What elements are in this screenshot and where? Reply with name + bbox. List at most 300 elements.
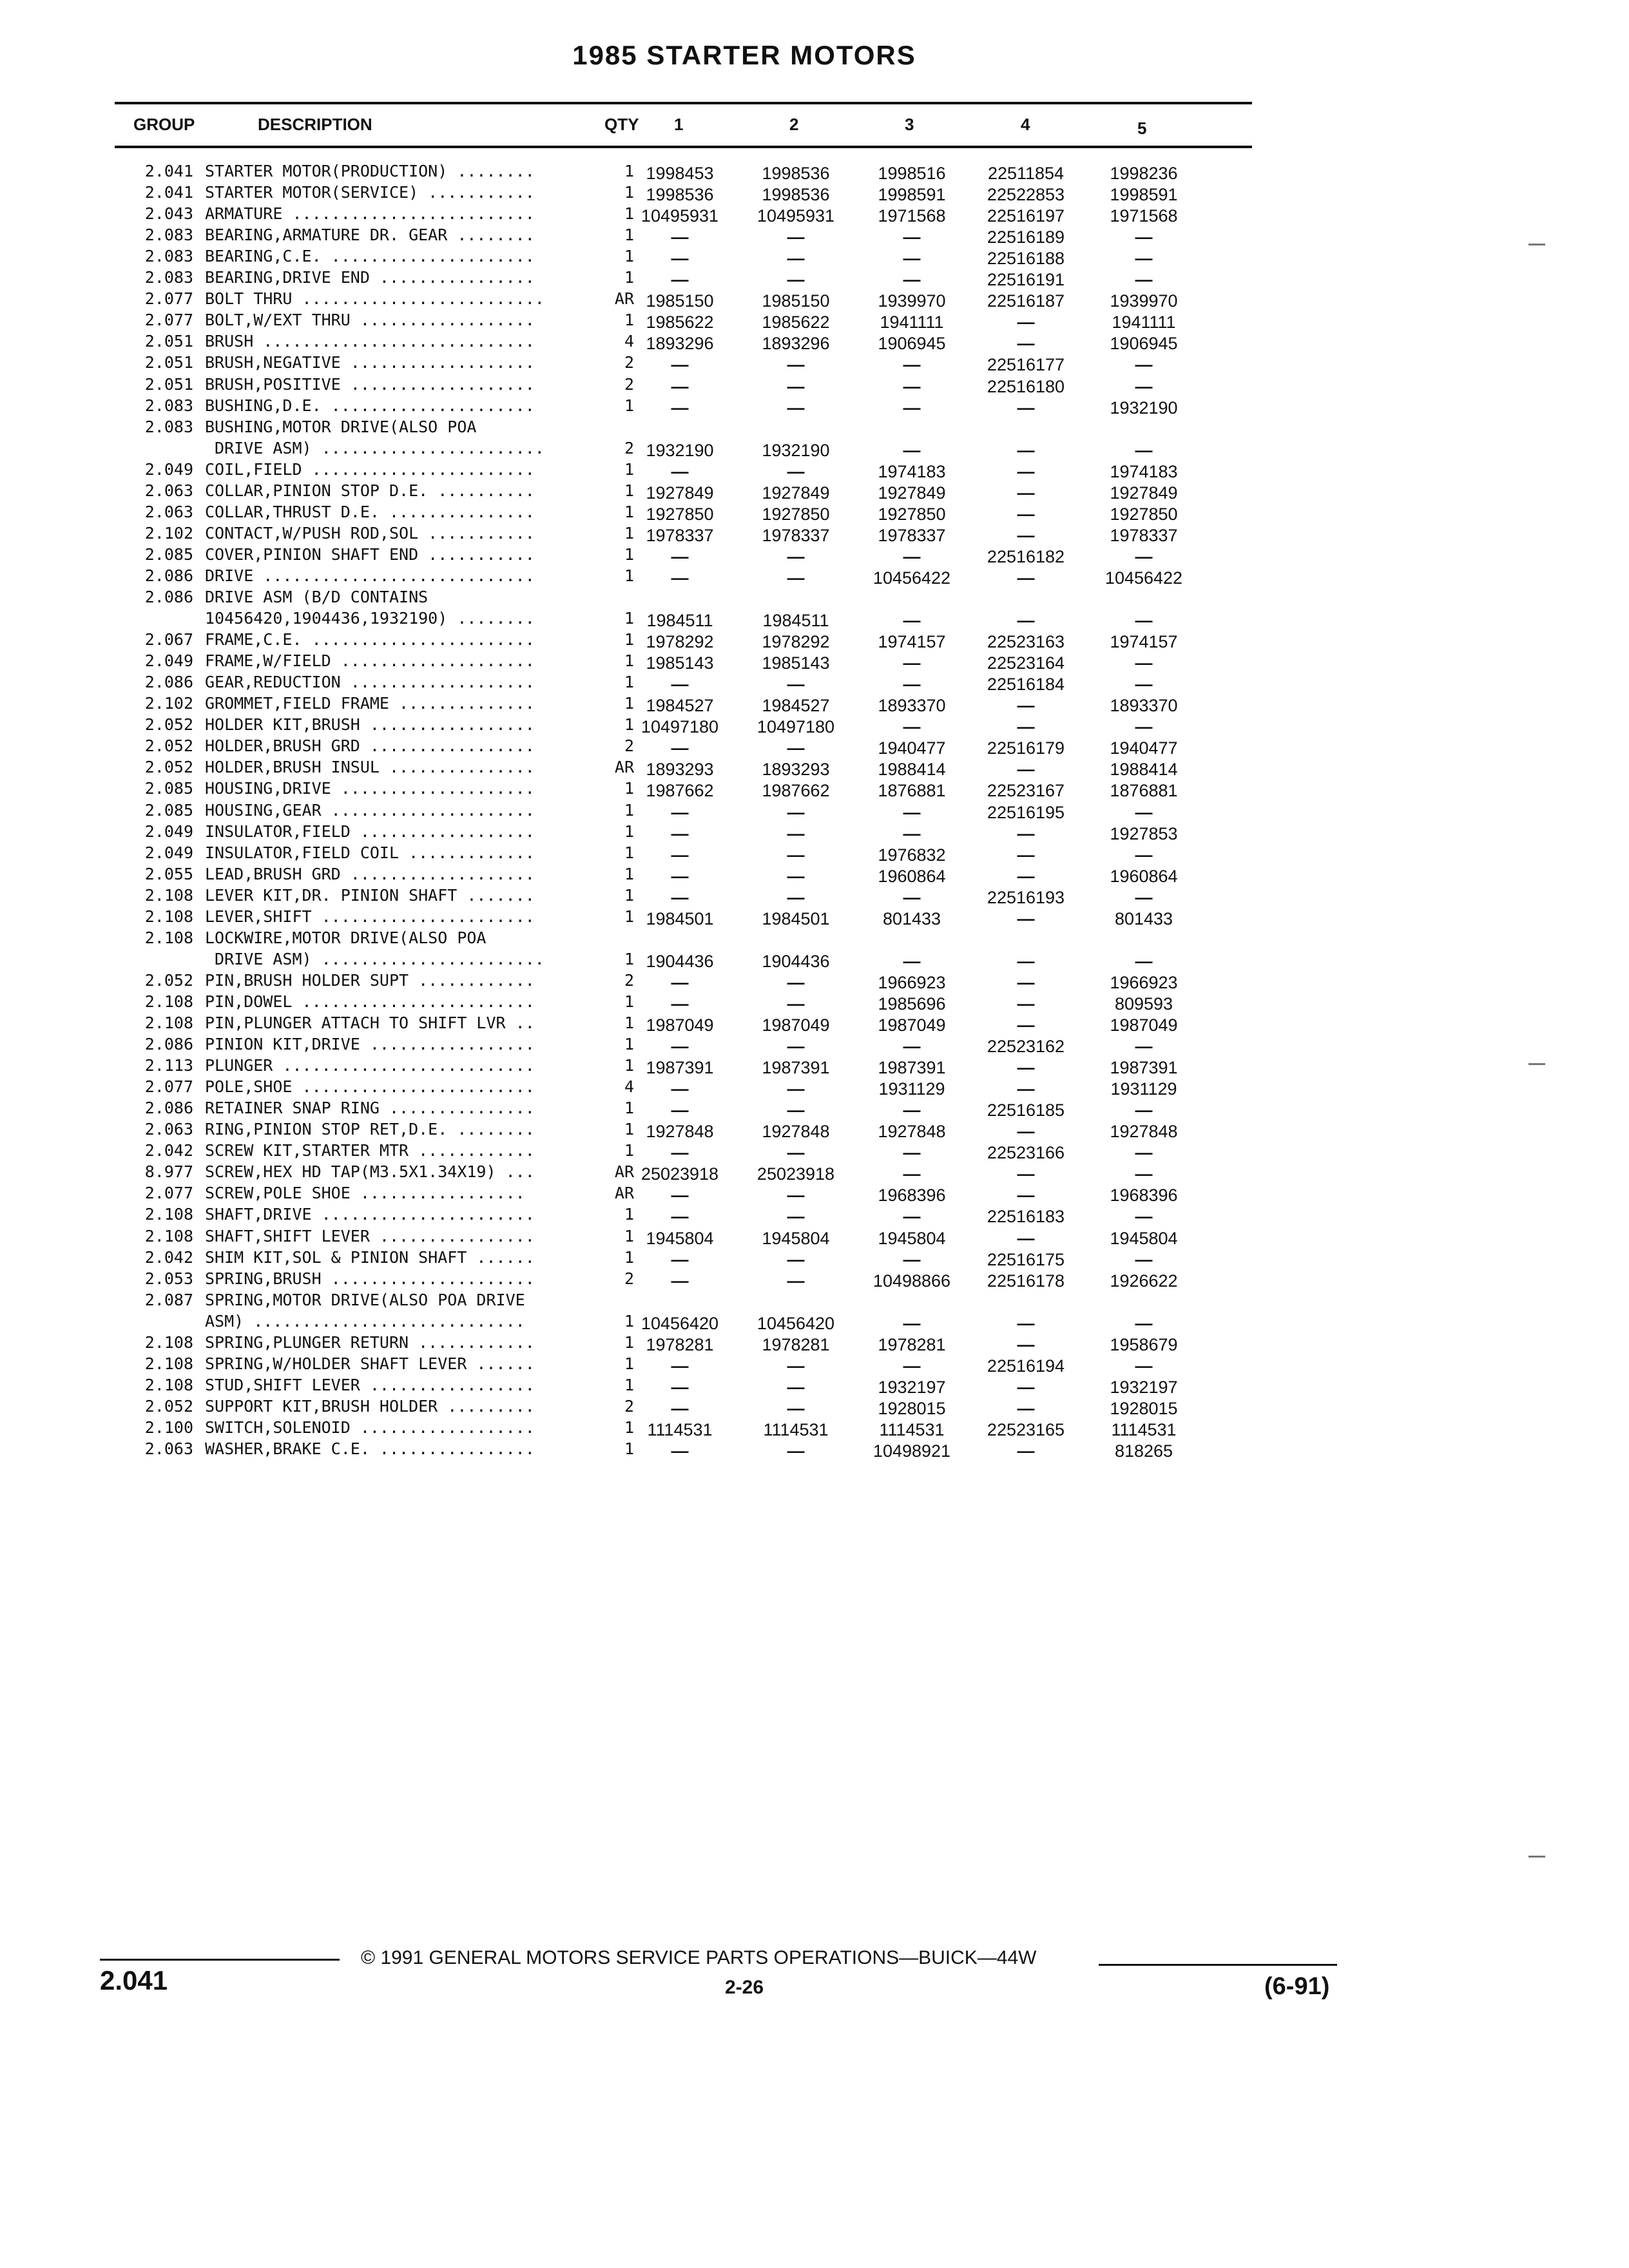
description-cell: SUPPORT KIT,BRUSH HOLDER ......... [205,1396,535,1416]
part-number-col-5: 801433 [1114,908,1173,928]
part-number-col-1: 1985622 [646,312,714,332]
table-row [0,395,1629,416]
part-number-col-1: 1984501 [646,908,714,928]
part-number-col-1: — [671,1398,689,1418]
part-number-col-4: — [1017,696,1035,716]
part-number-col-5: — [1135,1356,1153,1376]
description-cell: LEAD,BRUSH GRD ................... [205,864,535,883]
group-cell: 2.102 [144,694,193,713]
group-cell: 2.049 [144,651,193,671]
header-bottom-rule [115,146,1252,148]
part-number-col-1: — [671,802,689,822]
part-number-col-2: — [787,227,805,247]
part-number-col-2: 1985622 [762,312,830,332]
part-number-col-2: — [787,1079,805,1099]
footer-rule-left [100,1959,340,1961]
part-number-col-2: 10495931 [757,206,835,226]
group-cell: 2.041 [144,183,193,202]
part-number-col-1: 1984527 [646,696,714,716]
part-number-col-4: — [1017,1122,1035,1142]
part-number-col-5: — [1135,845,1153,865]
part-number-col-4: — [1017,483,1035,503]
part-number-col-5: 1927848 [1110,1122,1178,1142]
part-number-col-3: — [903,1356,921,1376]
qty-cell: 1 [624,949,634,968]
group-cell: 2.055 [144,864,193,883]
part-number-col-5: — [1135,546,1153,566]
part-number-col-2: — [787,1398,805,1418]
qty-cell: AR [614,1184,634,1203]
part-number-col-2: 1984527 [762,696,830,716]
group-cell: 2.077 [144,311,193,330]
part-number-col-1: — [671,227,689,247]
part-number-col-5: — [1135,1143,1153,1163]
part-number-col-2: 1945804 [762,1228,830,1248]
qty-cell: 1 [624,992,634,1011]
part-number-col-2: 25023918 [757,1164,835,1184]
part-number-col-5: — [1135,887,1153,907]
part-number-col-1: — [671,1441,689,1461]
part-number-col-3: 1974183 [878,461,946,481]
table-row [0,1396,1629,1417]
table-row [0,735,1629,756]
group-cell: 2.063 [144,1439,193,1458]
part-number-col-4: — [1017,1313,1035,1333]
table-row [0,245,1629,267]
part-number-col-1: — [671,249,689,269]
group-cell: 2.052 [144,736,193,756]
part-number-col-3: — [903,355,921,375]
description-cell: ASM) ............................ [205,1311,525,1331]
description-cell: WASHER,BRAKE C.E. ................ [205,1439,535,1458]
table-row [0,267,1629,288]
part-number-col-5: — [1135,611,1153,631]
part-number-col-3: 801433 [882,908,941,928]
part-number-col-1: — [671,823,689,843]
part-number-col-5: 1939970 [1110,291,1178,311]
part-number-col-1: — [671,546,689,566]
part-number-col-4: 22516188 [987,249,1065,269]
part-number-col-5: 809593 [1114,994,1173,1014]
description-cell: GROMMET,FIELD FRAME .............. [205,694,535,713]
part-number-col-1: — [671,866,689,886]
part-number-col-3: 1876881 [878,781,946,801]
qty-cell: 2 [624,1396,634,1416]
part-number-col-4: — [1017,1015,1035,1035]
qty-cell: 1 [624,651,634,671]
part-number-col-4: 22516185 [987,1100,1065,1120]
part-number-col-1: — [671,972,689,992]
description-cell: COLLAR,PINION STOP D.E. .......... [205,481,535,500]
part-number-col-2: 1978337 [762,525,830,545]
table-row [0,693,1629,714]
table-row [0,756,1629,778]
table-row [0,671,1629,693]
part-number-col-4: — [1017,951,1035,971]
qty-cell: 1 [624,311,634,330]
part-number-col-3: — [903,717,921,737]
part-number-col-2: 1985143 [762,653,830,673]
description-cell: BUSHING,D.E. ..................... [205,396,535,415]
part-number-col-3: 10498921 [872,1441,951,1461]
qty-cell: 1 [624,609,634,628]
part-number-col-1: 1985150 [646,291,714,311]
part-number-col-5: 1968396 [1110,1186,1178,1206]
part-number-col-1: 1927850 [646,504,714,524]
table-row [0,1012,1629,1033]
part-number-col-4: — [1017,1058,1035,1078]
part-number-col-3: 10456422 [872,568,951,588]
part-number-col-4: — [1017,440,1035,460]
qty-cell: 1 [624,864,634,883]
part-number-col-5: 1926622 [1110,1271,1178,1291]
qty-cell: 1 [624,1439,634,1458]
group-cell: 2.067 [144,630,193,649]
part-number-col-5: 1114531 [1111,1419,1177,1439]
description-cell: SHIM KIT,SOL & PINION SHAFT ...... [205,1247,535,1267]
group-cell: 2.086 [144,1035,193,1054]
header-col-1: 1 [674,115,684,134]
part-number-col-1: 25023918 [641,1164,719,1184]
part-number-col-2: — [787,1356,805,1376]
table-row [0,1225,1629,1247]
table-row [0,629,1629,650]
part-number-col-5: 1974183 [1110,461,1178,481]
part-number-col-5: 1931129 [1110,1079,1177,1099]
part-number-col-2: 1932190 [762,440,830,460]
description-cell: SPRING,BRUSH ..................... [205,1269,535,1288]
table-row [0,459,1629,480]
description-cell: DRIVE ASM) ....................... [205,949,545,968]
part-number-col-4: — [1017,1377,1035,1397]
group-cell: 2.077 [144,289,193,309]
part-number-col-2: — [787,1037,805,1057]
table-row [0,906,1629,927]
qty-cell: 1 [624,1035,634,1054]
part-number-col-4: 22516187 [987,291,1065,311]
qty-cell: 1 [624,268,634,287]
part-number-col-2: — [787,461,805,481]
part-number-col-3: 1987391 [878,1058,946,1078]
description-cell: RING,PINION STOP RET,D.E. ........ [205,1120,535,1139]
part-number-col-1: 1978337 [646,525,714,545]
table-row [0,778,1629,799]
group-cell: 2.063 [144,1120,193,1139]
description-cell: SHAFT,SHIFT LEVER ................ [205,1226,535,1245]
part-number-col-5: — [1135,355,1153,375]
part-number-col-4: 22516182 [987,546,1065,566]
table-row [0,1161,1629,1182]
qty-cell: AR [614,1162,634,1182]
part-number-col-1: — [671,887,689,907]
qty-cell: AR [614,289,634,309]
table-row [0,821,1629,842]
qty-cell: 1 [624,715,634,735]
description-cell: INSULATOR,FIELD COIL ............. [205,843,535,862]
part-number-col-3: 1932197 [878,1377,946,1397]
part-number-col-1: 1998453 [646,164,714,183]
description-cell: BEARING,DRIVE END ................ [205,268,535,287]
part-number-col-4: — [1017,312,1035,332]
part-number-col-4: 22516179 [987,738,1065,758]
group-cell: 2.085 [144,779,193,798]
part-number-col-5: 1927850 [1110,504,1178,524]
group-cell: 2.042 [144,1247,193,1267]
qty-cell: 1 [624,1247,634,1267]
part-number-col-4: — [1017,398,1035,418]
part-number-col-2: 1893296 [762,334,830,354]
part-number-col-1: — [671,1079,689,1099]
table-row [0,714,1629,735]
qty-cell: 1 [624,1354,634,1373]
part-number-col-5: — [1135,1207,1153,1227]
part-number-col-3: 1998516 [878,164,946,183]
group-cell: 2.049 [144,459,193,479]
part-number-col-5: 1893370 [1110,696,1178,716]
part-number-col-4: — [1017,908,1035,928]
part-number-col-2: — [787,1207,805,1227]
description-cell: STARTER MOTOR(PRODUCTION) ........ [205,162,535,180]
part-number-col-5: 10456422 [1104,568,1183,588]
part-number-col-1: 1927849 [646,483,714,503]
part-number-col-1: 1987049 [646,1015,714,1035]
part-number-col-2: 10497180 [757,717,835,737]
part-number-col-3: — [903,376,921,396]
part-number-col-2: — [787,1143,805,1163]
part-number-col-5: — [1135,717,1153,737]
part-number-col-5: 1998236 [1110,164,1178,183]
table-row [0,501,1629,523]
group-cell: 2.087 [144,1290,193,1309]
group-cell: 2.041 [144,162,193,180]
table-row [0,1076,1629,1097]
part-number-col-5: 818265 [1114,1441,1173,1461]
description-cell: HOLDER KIT,BRUSH ................. [205,715,535,735]
group-cell: 2.100 [144,1418,193,1437]
qty-cell: 1 [624,502,634,521]
description-cell: DRIVE ............................ [205,566,535,585]
part-number-col-3: — [903,1249,921,1269]
table-row [0,1140,1629,1161]
part-number-col-5: 1971568 [1110,206,1178,226]
description-cell: COLLAR,THRUST D.E. ............... [205,502,535,521]
qty-cell: 1 [624,1205,634,1224]
header-description: DESCRIPTION [258,115,372,134]
description-cell: DRIVE ASM) ....................... [205,438,545,457]
part-number-col-4: — [1017,1164,1035,1184]
qty-cell: 1 [624,822,634,841]
qty-cell: 1 [624,481,634,500]
description-cell: SCREW,HEX HD TAP(M3.5X1.34X19) ... [205,1162,535,1182]
part-number-col-3: — [903,675,921,695]
group-cell: 2.077 [144,1077,193,1097]
group-cell: 2.052 [144,715,193,735]
part-number-col-3: 1974157 [878,632,946,652]
part-number-col-1: — [671,1037,689,1057]
part-number-col-3: — [903,249,921,269]
part-number-col-4: — [1017,994,1035,1014]
part-number-col-1: — [671,1207,689,1227]
part-number-col-5: 1987391 [1110,1058,1178,1078]
description-cell: HOUSING,DRIVE .................... [205,779,535,798]
part-number-col-4: — [1017,845,1035,865]
page-title: 1985 STARTER MOTORS [572,40,916,70]
qty-cell: 4 [624,1077,634,1097]
part-number-col-3: — [903,398,921,418]
table-row [0,352,1629,373]
margin-tick [1528,1063,1545,1065]
part-number-col-1: — [671,376,689,396]
part-number-col-4: — [1017,972,1035,992]
qty-cell: 2 [624,970,634,990]
qty-cell: 1 [624,694,634,713]
part-number-col-1: 1987391 [646,1058,714,1078]
qty-cell: 1 [624,162,634,180]
table-row [0,1268,1629,1289]
table-row [0,948,1629,970]
part-number-col-3: 1114531 [879,1419,945,1439]
part-number-col-3: 1893370 [878,696,946,716]
description-cell: SHAFT,DRIVE ...................... [205,1205,535,1224]
qty-cell: 1 [624,885,634,905]
table-row [0,927,1629,948]
part-number-col-4: 22523163 [987,632,1065,652]
part-number-col-1: — [671,1271,689,1291]
part-number-col-2: 1998536 [762,164,830,183]
header-top-rule [115,102,1252,104]
part-number-col-3: 1927849 [878,483,946,503]
part-number-col-5: — [1135,376,1153,396]
part-number-col-5: 1988414 [1110,760,1178,780]
table-row [0,1438,1629,1459]
group-cell: 2.086 [144,1099,193,1118]
part-number-col-2: 1927850 [762,504,830,524]
part-number-col-3: — [903,1207,921,1227]
margin-tick [1528,244,1545,245]
table-row [0,800,1629,821]
part-number-col-3: 1927848 [878,1122,946,1142]
part-number-col-1: — [671,270,689,290]
table-row [0,203,1629,224]
qty-cell: AR [614,758,634,777]
part-number-col-1: 1904436 [646,951,714,971]
group-cell: 2.108 [144,1014,193,1032]
part-number-col-3: 1978281 [878,1334,946,1354]
description-cell: BRUSH,NEGATIVE ................... [205,353,535,372]
qty-cell: 1 [624,1014,634,1032]
part-number-col-4: 22516194 [987,1356,1065,1376]
footer-rule-right [1099,1964,1337,1966]
part-number-col-1: — [671,1356,689,1376]
part-number-col-3: — [903,802,921,822]
part-number-col-1: — [671,738,689,758]
group-cell: 2.108 [144,992,193,1011]
table-row [0,1204,1629,1225]
part-number-col-1: 1984511 [646,611,713,631]
description-cell: PIN,PLUNGER ATTACH TO SHIFT LVR .. [205,1014,535,1032]
part-number-col-4: — [1017,717,1035,737]
part-number-col-2: 1893293 [762,760,830,780]
table-row [0,608,1629,629]
part-number-col-5: — [1135,440,1153,460]
part-number-col-1: 1998536 [646,185,714,205]
part-number-col-2: 1927849 [762,483,830,503]
description-cell: FRAME,W/FIELD .................... [205,651,535,671]
part-number-col-5: 1978337 [1110,525,1178,545]
part-number-col-1: 1978281 [646,1334,714,1354]
table-row [0,1033,1629,1055]
part-number-col-4: — [1017,334,1035,354]
group-cell: 2.083 [144,417,193,436]
part-number-col-3: 1968396 [878,1186,946,1206]
part-number-col-2: — [787,270,805,290]
part-number-col-4: — [1017,568,1035,588]
qty-cell: 1 [624,566,634,585]
part-number-col-3: — [903,227,921,247]
description-cell: PIN,DOWEL ........................ [205,992,535,1011]
footer-copyright: © 1991 GENERAL MOTORS SERVICE PARTS OPERATIONS—BUICK—44W [361,1947,1037,1968]
part-number-col-3: 1998591 [878,185,946,205]
part-number-col-2: — [787,398,805,418]
description-cell: PINION KIT,DRIVE ................. [205,1035,535,1054]
part-number-col-1: 1985143 [646,653,714,673]
part-number-col-1: 10456420 [641,1313,719,1333]
description-cell: SPRING,W/HOLDER SHAFT LEVER ...... [205,1354,535,1373]
qty-cell: 1 [624,226,634,245]
group-cell: 2.085 [144,544,193,564]
part-number-col-2: — [787,1249,805,1269]
part-number-col-5: — [1135,1249,1153,1269]
part-number-col-3: 1941111 [880,312,944,332]
part-number-col-4: 22516178 [987,1271,1065,1291]
part-number-col-3: 1971568 [878,206,946,226]
group-cell: 2.049 [144,843,193,862]
description-cell: SPRING,MOTOR DRIVE(ALSO POA DRIVE [205,1290,525,1309]
group-cell: 2.108 [144,1205,193,1224]
description-cell: SCREW,POLE SHOE ................. [205,1184,525,1203]
part-number-col-5: — [1135,227,1153,247]
part-number-col-4: — [1017,1079,1035,1099]
group-cell: 2.113 [144,1056,193,1075]
part-number-col-5: 1958679 [1110,1334,1178,1354]
part-number-col-1: 1927848 [646,1122,714,1142]
part-number-col-2: — [787,845,805,865]
part-number-col-2: — [787,738,805,758]
part-number-col-1: — [671,1143,689,1163]
group-cell: 2.108 [144,1375,193,1394]
description-cell: LEVER,SHIFT ...................... [205,907,535,926]
part-number-col-2: 1985150 [762,291,830,311]
part-number-col-3: — [903,1143,921,1163]
description-cell: GEAR,REDUCTION ................... [205,673,535,692]
part-number-col-1: 10497180 [641,717,719,737]
description-cell: HOLDER,BRUSH INSUL ............... [205,758,535,777]
part-number-col-3: — [903,951,921,971]
table-row [0,1332,1629,1353]
part-number-col-1: — [671,994,689,1014]
description-cell: STARTER MOTOR(SERVICE) ........... [205,183,535,202]
part-number-col-3: — [903,611,921,631]
qty-cell: 1 [624,1418,634,1437]
part-number-col-2: — [787,1377,805,1397]
part-number-col-2: — [787,972,805,992]
group-cell: 2.086 [144,588,193,606]
part-number-col-5: — [1135,1037,1153,1057]
description-cell: 10456420,1904436,1932190) ........ [205,609,535,628]
part-number-col-5: — [1135,802,1153,822]
group-cell: 2.108 [144,885,193,905]
qty-cell: 1 [624,1141,634,1160]
